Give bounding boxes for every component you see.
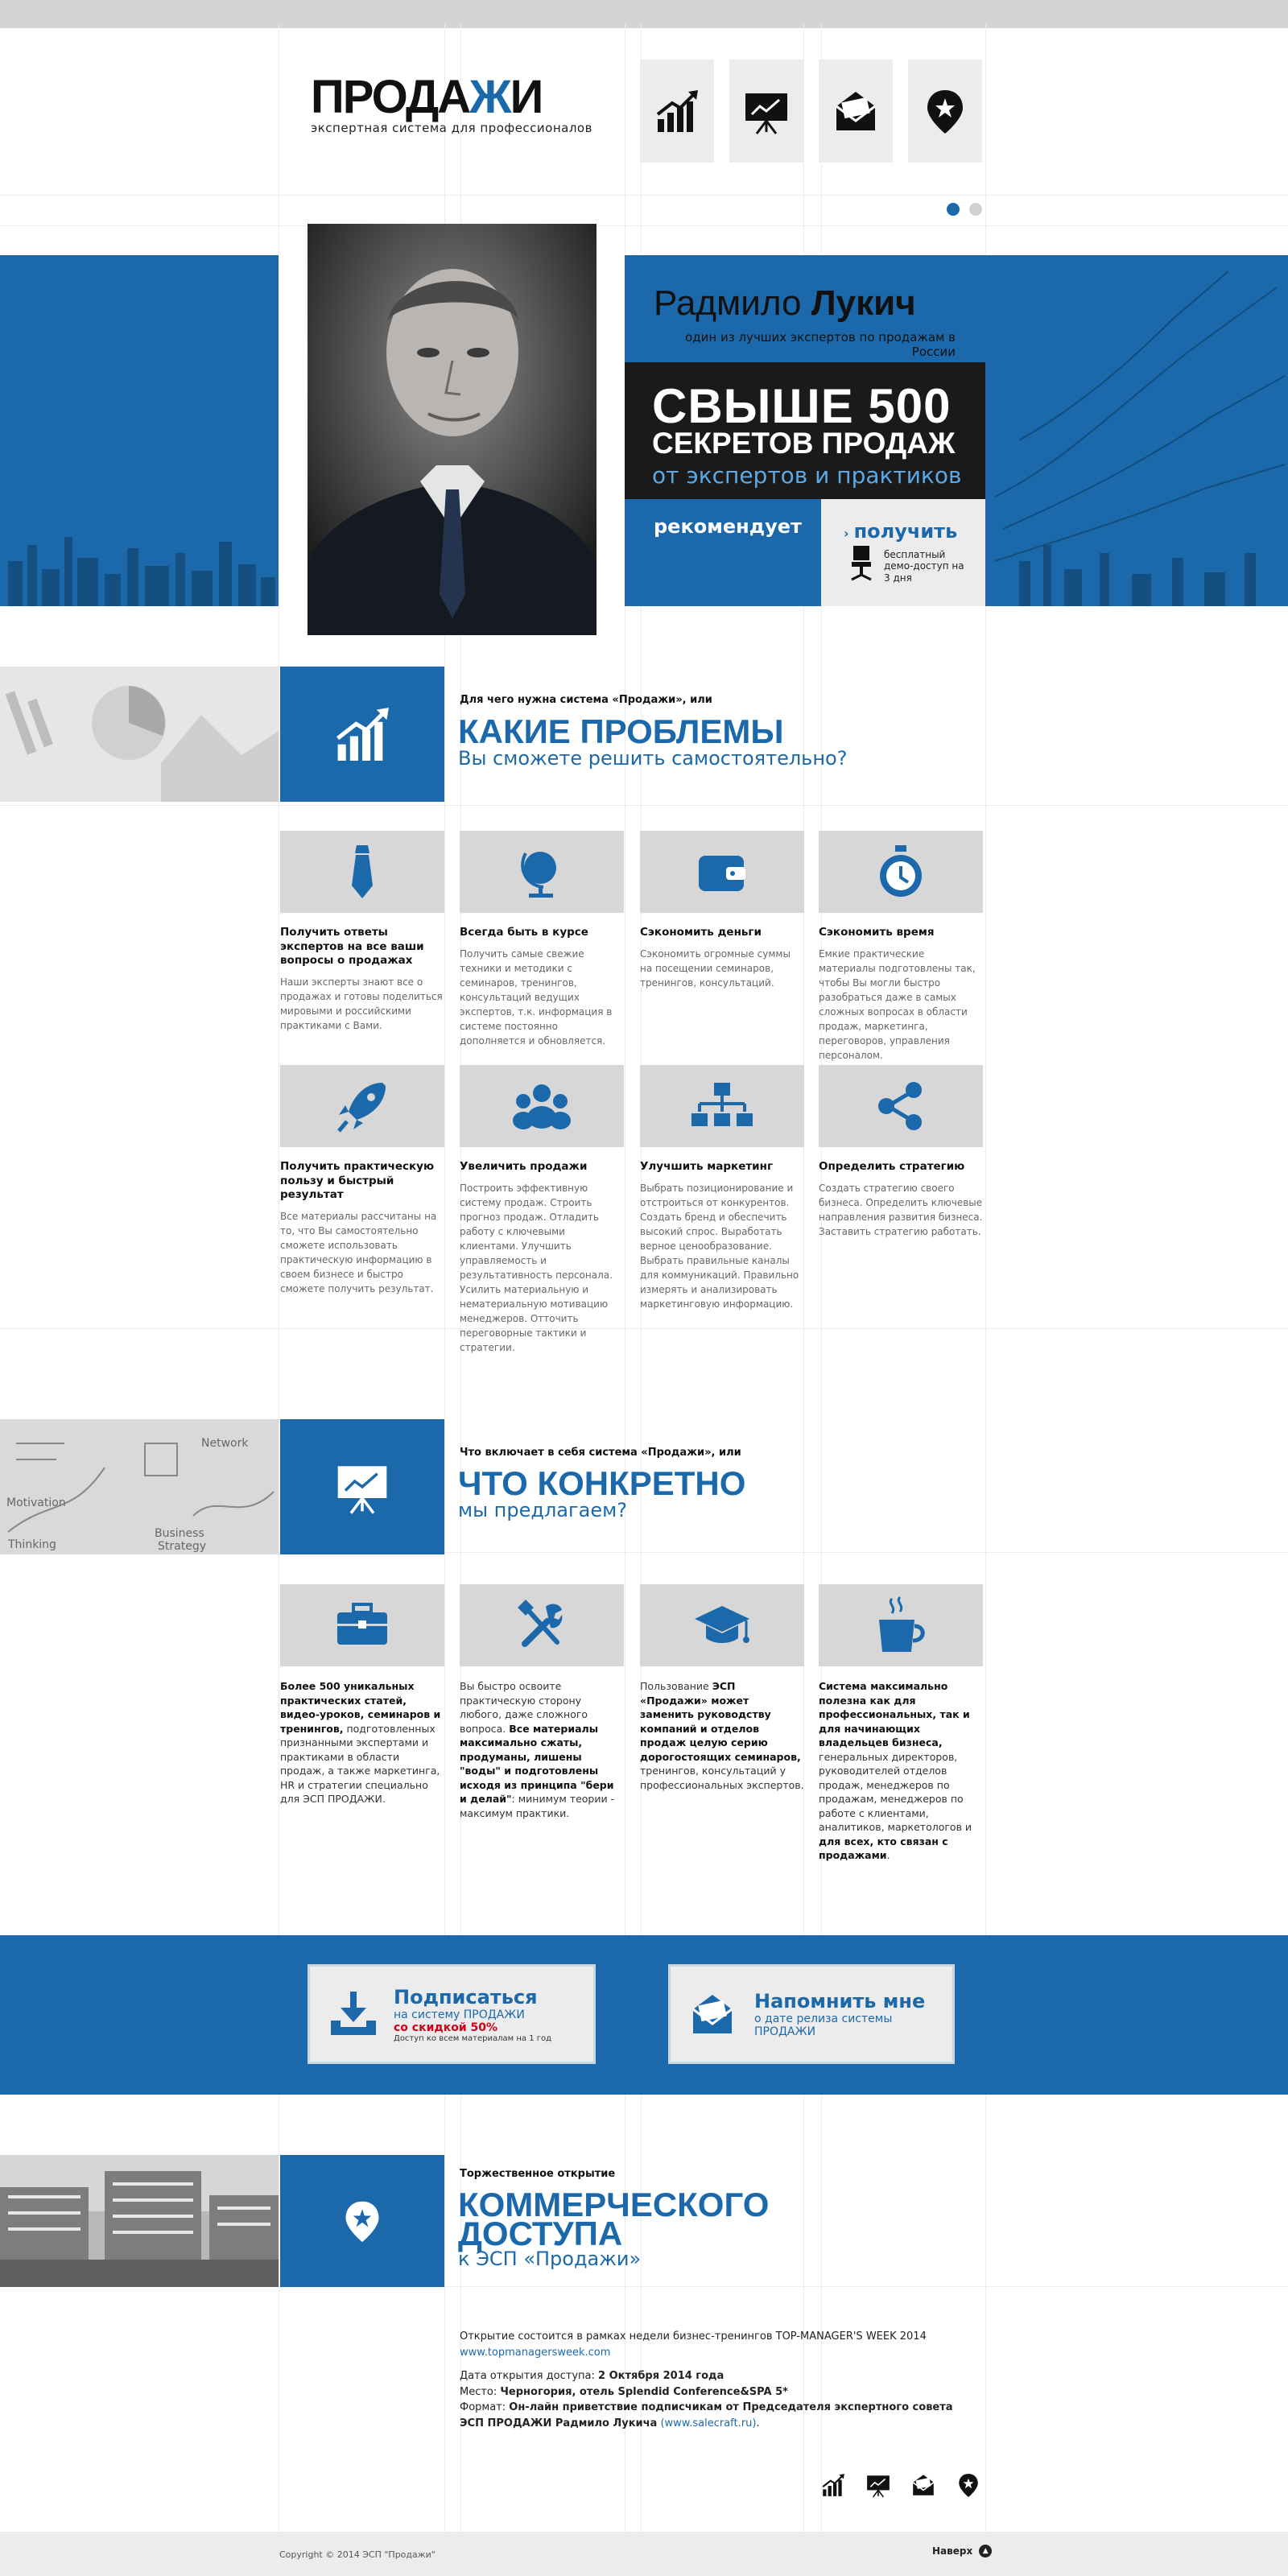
envelope-icon [832,87,880,135]
briefcase-icon [334,1601,390,1649]
chart-up-icon [653,87,701,135]
grid-guide [0,225,1288,226]
grid-guide [0,195,1288,196]
problem-card: Определить стратегию Создать стратегию своего бизнеса. Определить ключевые направления развития бизнеса. Заставить стратегию работать. [819,1065,983,1239]
footer-chart-link[interactable] [819,2471,847,2499]
headline-line-1: СВЫШЕ 500 [652,379,952,433]
opening-icon-box [280,2155,444,2287]
opening-pretitle: Торжественное открытие [460,2168,616,2180]
trial-note: бесплатный демо-доступ на 3 дня [884,549,964,584]
chevron-right-icon: › [844,526,849,541]
expert-name: Радмило Лукич [654,283,916,323]
problem-card-icon [640,1065,804,1147]
problem-card: Увеличить продажи Построить эффективную систему продаж. Строить прогноз продаж. Отладить работу с ключевыми клиентами. Улучшить управляемость и результативность персонала. Усилить материальную и нематериальную мотивацию менеджеров. Отточить переговорные тактики и стратегии. [460,1065,624,1355]
opening-title-1: КОММЕРЧЕСКОГО [458,2186,770,2223]
problem-card: Получить ответы экспертов на все ваши вопросы о продажах Наши эксперты знают все о продажах и готовы поделиться мировыми и российскими практиками с Вами. [280,831,444,1033]
svg-text:Network: Network [201,1437,249,1450]
logo-wordmark: ПРОДАЖИ [311,71,543,123]
offer-card [280,1584,444,1806]
svg-text:Business: Business [155,1527,204,1540]
remind-text: Напомнить мне о дате релиза системы ПРОДАЖИ [754,1990,926,2038]
coffee-cup-icon [874,1596,927,1655]
offer-card-text: Вы быстро освоите практическую сторону любого, даже сложного вопроса. Все материалы максимально сжаты, продуманы, лишены "воды" и подготовлены исходя из принципа "бери и делай": минимум теории - максимум практики. [460,1680,615,1819]
chair-icon [850,546,873,581]
problems-icon-box [280,667,444,802]
tie-icon [342,844,382,900]
expert-tagline: один из лучших экспертов по продажам в России [685,330,956,359]
slider-dot[interactable] [969,203,982,216]
chart-up-icon [332,704,393,765]
nav-presentation-tile[interactable] [729,60,803,163]
opening-date-row: Дата открытия доступа: 2 Октября 2014 года [460,2370,724,2382]
globe-icon [516,844,568,900]
share-icon [875,1080,927,1132]
problem-card-icon [819,831,983,913]
offer-card-text: Система максимально полезна как для профессиональных, так и для начинающих владельцев бизнеса, генеральных директоров, руководителей отделов продаж, менеджеров по продажам, менеджеров по работе с клиентами, аналитиков, маркетологов и для всех, кто связан с продажами. [819,1680,972,1861]
team-icon [512,1082,572,1130]
problem-card: Всегда быть в курсе Получить самые свежие техники и методики с семинаров, тренингов, консультаций ведущих экспертов, т.к. информация в системе постоянно дополняется и обновляется. [460,831,624,1048]
opening-format-row: Формат: Он-лайн приветствие подписчикам от Председателя экспертного совета ЭСП ПРОДАЖИ Радмило Лукича (www.salecraft.ru). [460,2401,953,2429]
opening-subtitle: к ЭСП «Продажи» [458,2248,642,2270]
problem-card: Получить практическую пользу и быстрый результат Все материалы рассчитаны на то, что Вы самостоятельно сможете использовать практическую информацию в своем бизнесе и быстро сможете получить результат. [280,1065,444,1296]
salecraft-link[interactable]: (www.salecraft.ru) [660,2417,757,2429]
problems-subtitle: Вы сможете решить самостоятельно? [458,747,848,770]
opening-place-row: Место: Черногория, отель Splendid Conference&SPA 5* [460,2385,788,2398]
offer-card-icon [280,1584,444,1666]
svg-text:Thinking: Thinking [8,1538,56,1551]
headline-line-2: СЕКРЕТОВ ПРОДАЖ [652,427,956,460]
clock-icon [874,844,927,900]
city-skyline-illustration [0,497,279,606]
offer-card-icon [640,1584,804,1666]
map-pin-icon [340,2194,385,2248]
arrow-up-icon: ▲ [979,2545,992,2557]
slider-dot-active[interactable] [947,203,960,216]
presentation-icon [334,1459,390,1515]
headline-box [625,362,985,499]
download-icon [328,1988,379,2040]
get-label-row: › получить [844,520,958,543]
subscribe-text: Подписаться на систему ПРОДАЖИ со скидкой 50% Доступ ко всем материалам на 1 год [394,1985,552,2043]
envelope-icon [688,1990,737,2038]
grid-guide [0,1328,1288,1329]
problem-card-icon [280,1065,444,1147]
problem-card: Улучшить маркетинг Выбрать позиционирование и отстроиться от конкурентов. Создать бренд и обеспечить высокий спрос. Выработать верное ценообразование. Выбрать правильные каналы для коммуникаций. Правильно измерять и анализировать маркетинговую информацию. [640,1065,804,1311]
footer [0,2532,1288,2576]
logo-tagline: экспертная система для профессионалов [311,121,592,135]
offer-card [819,1584,983,1863]
chart-up-icon [820,2472,846,2498]
cta-band [0,1935,1288,2095]
remind-me-button[interactable] [668,1964,955,2064]
problem-card-icon [460,1065,624,1147]
problem-card-icon [280,831,444,913]
nav-location-tile[interactable] [908,60,982,163]
headline-line-3: от экспертов и практиков [652,462,962,489]
problem-card-icon [819,1065,983,1147]
offer-card-icon [819,1584,983,1666]
topmanagersweek-link[interactable]: www.topmanagersweek.com [460,2346,611,2359]
map-pin-icon [921,87,969,135]
problem-card-icon [460,831,624,913]
grid-guide [0,805,1288,806]
offer-icon-box [280,1419,444,1554]
svg-text:Strategy: Strategy [158,1540,206,1553]
offer-title: ЧТО КОНКРЕТНО [458,1464,746,1502]
footer-presentation-link[interactable] [865,2471,892,2499]
envelope-icon [910,2472,936,2498]
logo[interactable] [311,71,592,135]
offer-subtitle: мы предлагаем? [458,1499,627,1521]
presentation-icon [865,2472,891,2498]
graduation-cap-icon [691,1601,753,1649]
offer-card [460,1584,624,1820]
offer-card-text: Пользование ЭСП «Продажи» может заменить руководству компаний и отделов продаж целую серию дорогостоящих семинаров, тренингов, консультаций у профессиональных экспертов. [640,1680,804,1791]
expert-portrait [308,224,597,635]
hierarchy-icon [691,1081,753,1131]
presentation-icon [742,87,791,135]
recommends-label: рекомендует [654,515,802,538]
offer-card-text: Более 500 уникальных практических статей, видео-уроков, семинаров и тренингов, подготовленных признанными экспертами и практиками в области продаж, а также маркетинга, HR и стратегии специально для ЭСП ПРОДАЖИ. [280,1680,441,1805]
svg-text:Motivation: Motivation [6,1496,66,1509]
business-charts-photo [0,667,279,802]
problems-pretitle: Для чего нужна система «Продажи», или [460,694,712,706]
offer-pretitle: Что включает в себя система «Продажи», или [460,1447,741,1459]
nav-chart-tile[interactable] [640,60,714,163]
footer-envelope-link[interactable] [910,2471,937,2499]
strategy-sketch-photo [0,1419,279,1554]
rocket-icon [334,1078,390,1134]
problem-card-icon [640,831,804,913]
subscribe-button[interactable] [308,1964,596,2064]
nav-envelope-tile[interactable] [819,60,893,163]
tools-icon [515,1599,568,1652]
copyright: Copyright © 2014 ЭСП "Продажи" [279,2549,436,2560]
growth-arrows-illustration [987,255,1288,606]
problems-title: КАКИЕ ПРОБЛЕМЫ [458,712,784,750]
problem-card: Сэкономить время Емкие практические материалы подготовлены так, чтобы Вы могли быстро разобраться даже в самых сложных вопросах в области продаж, маркетинга, переговоров, управления персоналом. [819,831,983,1063]
back-to-top-button[interactable]: Наверх ▲ [932,2545,992,2557]
problem-card: Сэкономить деньги Сэкономить огромные суммы на посещении семинаров, тренингов, консультаций. [640,831,804,990]
get-access-button[interactable] [821,499,985,606]
wallet-icon [696,848,749,896]
offer-card [640,1584,804,1792]
opening-title-2: ДОСТУПА [458,2215,623,2252]
top-bar [0,0,1288,28]
hotel-photo [0,2155,279,2287]
offer-card-icon [460,1584,624,1666]
footer-location-link[interactable] [955,2471,982,2499]
opening-details: Открытие состоится в рамках недели бизнес-тренингов TOP-MANAGER'S WEEK 2014 www.topmanagersweek.com Дата открытия доступа: 2 Октября 2014 года Место: Черногория, отель Splendid Conference&SPA 5* Формат: Он-лайн приветствие подписчикам от Председателя экспертного совета ЭСП ПРОДАЖИ Радмило Лукича (www.salecraft.ru). [460,2329,975,2431]
map-pin-icon [956,2472,981,2498]
